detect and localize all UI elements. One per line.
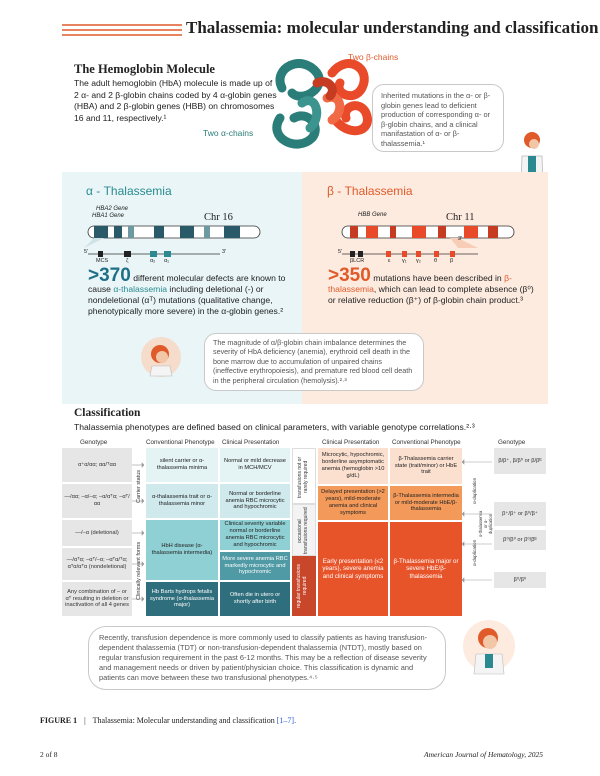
beta-5prime: 5' [338, 249, 343, 255]
figure-refs-link[interactable]: [1–7]. [276, 716, 297, 725]
beta-clin-major: Early presentation (≤2 years), severe anemia and clinical symptoms [318, 522, 388, 616]
hemoglobin-text: The adult hemoglobin (HbA) molecule is made up of 2 α- and 2 β-globin chains coded by 4 α-globin genes (HBA) and 2 β-globin genes (HBB) on chromosomes 16 and 11, respectively.¹ [74, 78, 277, 123]
classification-heading: Classification [74, 407, 141, 419]
classification-subtitle: Thalassemia phenotypes are defined based on clinical parameters, with variable genotype correlations.²·³ [74, 422, 475, 432]
alpha-gene1-label: HBA1 Gene [92, 213, 125, 219]
left-genotype-cell: α⁺α/αα; αα/ᵀαα [62, 448, 132, 482]
beta-phenotype-major: β-Thalassemia major or severe HbE/β-thalassemia [390, 522, 462, 616]
imbalance-bubble [204, 333, 424, 391]
alpha-3prime: 3' [222, 249, 227, 255]
alpha-locus-zeta: ζ [126, 258, 129, 264]
mutation-info-text: Inherited mutations in the α- or β-globin genes lead to deficient production of corresponding α- or β-globin chains, and a clinical manifastation of α- or β-thalassemia.¹ [381, 91, 491, 148]
header-clin-left: Clinical Presentation [222, 439, 280, 446]
beta-chromosome [338, 224, 538, 264]
alpha-locus-alpha1: α₁ [164, 258, 170, 264]
beta-desc-post: , which can lead to complete absence (β⁰) or relative reduction (β⁺) of β-globin chain product.³ [328, 284, 534, 305]
right-arrow-label: α-duplication [472, 477, 477, 505]
beta-chr-label: Chr 11 [446, 212, 475, 223]
beta-gene-label: HBB Gene [358, 212, 387, 218]
beta-phenotype-intermedia: β-Thalassemia intermedia or mild-moderate HbE/β-thalassemia [390, 486, 462, 520]
hemoglobin-heading: The Hemoglobin Molecule [74, 62, 215, 76]
alpha-clin-hbh-variable: Clinical severity variable normal or borderline anemia RBC microcytic and hypochromic [220, 520, 290, 550]
beta-locus-beta: β [450, 258, 454, 264]
alpha-phenotype-silent: silent carrier or α-thalassemia minima [146, 448, 218, 482]
alpha-chromosome [84, 224, 284, 264]
beta-3prime: 3' [458, 236, 463, 242]
header-genotype-right: Genotype [498, 439, 526, 446]
beta-locus-theta: θ [434, 258, 438, 264]
alpha-locus-mcs: MCS [96, 258, 109, 264]
beta-clin-intermedia: Delayed presentation (>2 years), mild-moderate anemia and clinical symptoms [318, 486, 388, 520]
header-decoration [62, 22, 182, 38]
carrier-status-label: Carrier status [136, 469, 142, 503]
page-title: Thalassemia: molecular understanding and classification [186, 18, 599, 37]
doctor-head-illustration [140, 336, 182, 378]
alpha-clin-silent: Normal or mild decrease in MCH/MCV [220, 448, 290, 482]
transfusion-bar-occasional [292, 504, 316, 556]
beta-locus-gamma1: γ₁ [402, 258, 407, 264]
imbalance-text: The magnitude of α/β-globin chain imbalance determines the severity of HbA deficiency (anemia), erythroid cell death in the bone marrow due to accumulation of unpaired chains (ineffective erythropoiesis), and premature red blood cell death in the peripheral circulation (hemolysis).²·³ [213, 338, 413, 385]
beta-desc-pre: mutations have been described in [373, 273, 505, 283]
alpha-clin-trait: Normal or borderline anemia RBC microcytic and hypochromic [220, 484, 290, 518]
alpha-desc-link: α-thalassemia [113, 284, 168, 294]
figure-caption-text: Thalassemia: Molecular understanding and classification [92, 716, 275, 725]
alpha-phenotype-trait: α-thalassemia trait or α-thalassemia minor [146, 484, 218, 518]
beta-description [328, 265, 536, 306]
right-arrow-label: α-duplication [472, 539, 477, 567]
figure-caption [40, 716, 296, 725]
beta-locus-gamma2: γ₂ [416, 258, 421, 264]
figure-sep: | [84, 716, 86, 725]
alpha-clin-hbh-severe: More severe anemia RBC markedly microcytic and hypochromic [220, 552, 290, 580]
beta-desc-link: β-thalassemia [328, 273, 512, 294]
label-two-alpha-chains: Two α-chains [203, 128, 254, 138]
left-genotype-cell: —/αα; –α/–α; –α/αᵀα; –αᵀ/αα [62, 484, 132, 518]
right-genotype-cell: β⁰/β⁰ or β⁰/βᴱ [494, 530, 546, 550]
alpha-count: >370 [88, 265, 131, 286]
right-genotype-cell: β⁰/β⁰ [494, 572, 546, 588]
transfusion-bubble [88, 626, 446, 690]
mutation-info-bubble [372, 84, 504, 152]
header-conv-right: Conventional Phenotype [392, 439, 461, 446]
beta-locus-epsilon: ε [388, 258, 391, 264]
beta-phenotype-carrier: β-Thalassemia carrier state (trait/minor) or HbE trait [390, 448, 462, 484]
transfusion-bar-none [292, 448, 316, 504]
page-number: 2 of 8 [40, 750, 58, 759]
left-genotype-cell: Any combination of – or αᵀ resulting in deletion or inactivation of all 4 genes [62, 582, 132, 616]
alpha-phenotype-hbh: HbH disease (α-thalassemia intermedia) [146, 520, 218, 580]
left-genotype-cell: —/αᵀα; –αᵀ/–α; –αᵀα/ᵀα; αᵀα/αᵀα (nondeletional) [62, 548, 132, 580]
clinically-relevant-label: Clinically relevant forms [136, 541, 142, 601]
transfusion-label-occasional: occasional transfusions required [297, 507, 309, 555]
alpha-5prime: 5' [84, 249, 89, 255]
journal-name: American Journal of Hematology, 2025 [424, 750, 543, 759]
figure-label: FIGURE 1 [40, 716, 78, 725]
beta-count: >350 [328, 265, 371, 286]
transfusion-label-none: transfusions not or rarely required [297, 456, 309, 498]
header-conv-left: Conventional Phenotype [146, 439, 215, 446]
alpha-gene2-label: HBA2 Gene [96, 206, 129, 212]
alpha-title: α - Thalassemia [86, 184, 172, 198]
left-genotype-cell: —/–α (deletional) [62, 520, 132, 546]
transfusion-bar-regular [292, 556, 316, 616]
label-two-beta-chains: Two β-chains [348, 52, 399, 62]
right-genotype-cell: β/β⁺, β/β⁰ or β/βᴱ [494, 448, 546, 474]
alpha-clin-barts: Often die in utero or shortly after birth [220, 582, 290, 616]
alpha-description [88, 265, 288, 317]
header-genotype-left: Genotype [80, 439, 108, 446]
right-arrow-label: α-thalassemia or α-duplication [478, 510, 493, 538]
alpha-desc-post: including deletional (-) or nondeletional (αᵀ) mutations (qualitative change, phenotypically more severe) in the α-globin genes.² [88, 284, 284, 316]
beta-locus-lcr: βLCR [350, 258, 365, 264]
header-clin-right: Clinical Presentation [322, 439, 380, 446]
beta-clin-carrier: Microcytic, hypochromic, borderline asymptomatic anemia (hemoglobin >10 g/dL) [318, 448, 388, 484]
right-genotype-cell: β⁺/β⁺ or β⁰/β⁺ [494, 502, 546, 526]
alpha-chr-label: Chr 16 [204, 212, 233, 223]
hemoglobin-molecule-illustration [262, 48, 382, 160]
alpha-phenotype-barts: Hb Barts hydrops fetalis syndrome (α-thalassemia major) [146, 582, 218, 616]
alpha-desc-pre: different molecular defects are known to cause [88, 273, 286, 294]
doctor-bottom-illustration [462, 616, 516, 692]
transfusion-text: Recently, transfusion dependence is more commonly used to classify patients as having transfusion-dependent thalassemia (TDT) or non-transfusion-dependent thalassemia (NTDT), mostly based on regular transfusion requirement in the past 6-12 months. This may be a reflection of disease severity and management needs or driven by patient/physician choice. This classification is dynamic and patients can move between these two transfusional phenotypes.⁴·⁵ [99, 633, 428, 682]
alpha-locus-alpha2: α₂ [150, 258, 156, 264]
transfusion-label-regular: regular transfusions required [296, 564, 308, 608]
beta-title: β - Thalassemia [327, 184, 413, 198]
right-arrows [462, 448, 492, 618]
